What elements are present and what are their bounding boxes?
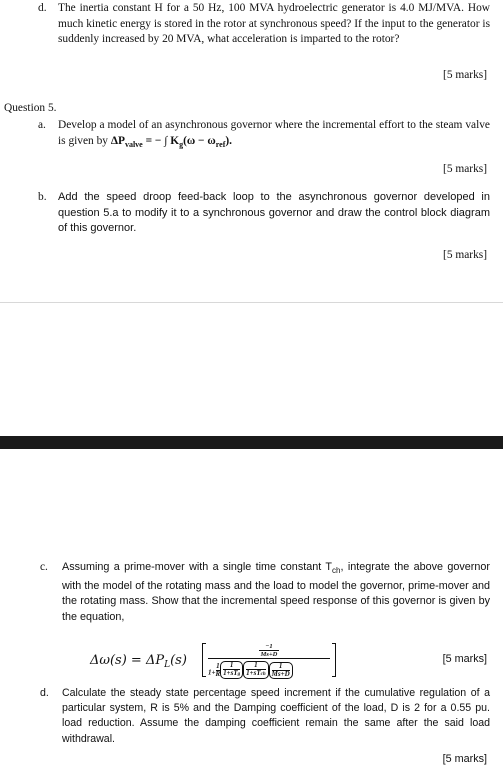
frac-rotor: $\frac{1}{Ms+D}$ [269,662,293,679]
part-c-question-text: Assuming a prime-mover with a single time constant $T_{ch}$, integrate the above governor with the model of the rotating mass and the load to model the governor, prime-mover and the rotating mass. Show that the incremental speed response of this governor is given by the equation, [62,561,490,623]
part-c-marks: [5 marks] [442,653,487,665]
right-bracket [332,643,336,677]
main-numerator: −1 Ms+D [260,643,278,658]
part-b-marks: [5 marks] [443,249,487,261]
part-c-letter: c. [40,561,48,573]
frac-turbine: 1 1+sTch [243,661,269,679]
main-denominator: 1+ $\frac{1}{R}$ 1 1+sTg 1 1+sTch $\frac{1}{Ms+D}$ [208,661,332,679]
part-a-text: Develop a model of an asynchronous governor where the incremental effort to the steam valve is given by [58,119,490,147]
main-fraction-bar [208,658,330,659]
frac-r: $\frac{1}{R}$ [215,661,221,678]
part-d2-letter: d. [40,687,49,699]
frac-governor: 1 1+sTg [220,661,243,679]
question-heading: Question 5. [4,102,57,114]
page-divider [0,302,503,303]
part-d2-question-text: Calculate the steady state percentage speed increment if the cumulative regulation of a particular system, R is 5% and the Damping coefficient of the load, D is 2 for a 0.55 pu. load reduction. Assume the damping coefficient remain the same after the said load withdrawal. [62,687,490,745]
part-a-letter: a. [38,119,46,131]
speed-response-equation [90,643,350,677]
left-bracket [202,643,206,677]
equation-lhs: $\Delta\omega(s) = \Delta P_L(s)$ [90,653,187,670]
part-d-letter: d. [38,2,47,14]
part-a-marks: [5 marks] [443,163,487,175]
page-break-bar [0,436,503,449]
part-a-question-text [58,118,490,152]
part-d-marks: [5 marks] [443,69,487,81]
part-b-letter: b. [38,191,47,203]
part-b-question-text: Add the speed droop feed-back loop to the asynchronous governor developed in question 5.a to modify it to a synchronous governor and draw the control block diagram of this governor. [58,191,490,235]
part-d-question-text: The inertia constant H for a 50 Hz, 100 MVA hydroelectric generator is 4.0 MJ/MVA. How much kinetic energy is stored in the rotor at synchronous speed? If the input to the generator is suddenly increased by 20 MVA, what acceleration is imparted to the rotor? [58,2,490,46]
part-a-formula: $\Delta P_{valve}$ = − ∫ $K_g(\omega - \omega_{ref})$. [110,134,233,149]
part-d2-marks: [5 marks] [442,753,487,765]
